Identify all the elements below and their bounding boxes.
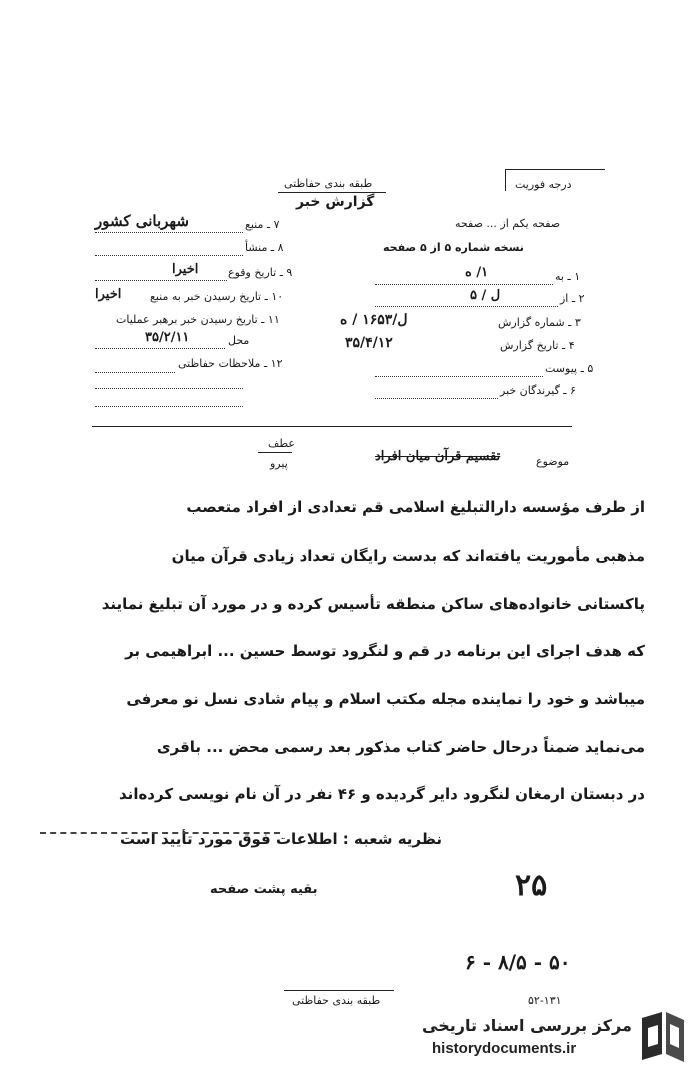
field-2-label: ۲ ـ از: [560, 292, 585, 305]
watermark-url: historydocuments.ir: [432, 1040, 577, 1057]
atf-label: عطف: [268, 437, 295, 450]
header-rule: [278, 192, 386, 193]
body-line-2: مذهبی مأموریت یافته‌اند که بدست رایگان تعداد زیادی قرآن میان: [171, 547, 645, 565]
page-label: صفحه یکم از ... صفحه: [455, 217, 561, 230]
field-11-label: ۱۱ ـ تاریخ رسیدن خبر برهبر عملیات: [116, 313, 280, 326]
handwritten-number: ۵۰ - ۸/۵ - ۶: [465, 950, 571, 974]
report-title: گزارش خبر: [296, 194, 375, 210]
field-3-value: ل/۱۶۵۳ / ه: [340, 312, 408, 328]
field-11-date-value: ۳۵/۲/۱۱: [145, 330, 190, 345]
field-2-value: ل / ۵: [470, 288, 501, 303]
field-5-label: ۵ ـ پیوست: [545, 362, 594, 375]
body-line-1: از طرف مؤسسه دارالتبلیغ اسلامی قم تعدادی از افراد متعصب: [186, 498, 645, 516]
classification-bottom: طبقه بندی حفاظتی: [292, 994, 381, 1007]
section-divider: [92, 426, 572, 427]
handwritten-initials: ۲۵: [515, 868, 548, 903]
field-4-label: ۴ ـ تاریخ گزارش: [500, 339, 575, 352]
body-dashed-rule: [40, 832, 280, 834]
peyro-label: پیرو: [270, 457, 288, 470]
field-6-label: ۶ ـ گیرندگان خبر: [500, 384, 576, 397]
body-line-4: که هدف اجرای این برنامه در قم و لنگرود توسط حسین ... ابراهیمی بر: [125, 642, 645, 660]
classification-top: طبقه بندی حفاظتی: [284, 177, 373, 190]
urgency-box: [505, 169, 605, 170]
field-3-label: ۳ ـ شماره گزارش: [498, 316, 581, 329]
continued-note: بقیه پشت صفحه: [210, 882, 318, 897]
field-1-label: ۱ ـ به: [555, 270, 581, 283]
field-7-label: ۷ ـ منبع: [245, 218, 280, 231]
field-4-value: ۳۵/۴/۱۲: [345, 335, 393, 351]
body-line-6: می‌نماید ضمناً درحال حاضر کتاب مذکور بعد رسمی محض ... باقری: [156, 738, 645, 756]
field-1-value: ۱/ ه: [465, 265, 489, 280]
field-10-value: اخیرا: [95, 287, 122, 302]
subject-label: موضوع: [536, 455, 570, 468]
header-handwriting: شهربانی کشور: [95, 212, 189, 230]
field-location-label: محل: [228, 334, 250, 347]
copy-label: نسخه شماره ۵ از ۵ صفحه: [383, 241, 524, 254]
watermark-title: مرکز بررسی اسناد تاریخی: [422, 1016, 632, 1035]
field-8-label: ۸ ـ منشأ: [245, 241, 284, 254]
field-10-label: ۱۰ ـ تاریخ رسیدن خبر به منبع: [150, 290, 284, 303]
body-line-5: میباشد و خود را نماینده مجله مکتب اسلام و پیام شادی نسل نو معرفی: [126, 690, 645, 708]
field-9-value: اخیرا: [172, 262, 199, 277]
subject-value: تقسیم قرآن میان افراد: [375, 449, 501, 464]
body-line-8: نظریه شعبه : اطلاعات فوق مورد تأیید است: [119, 830, 442, 848]
body-line-3: پاکستانی خانواده‌های ساکن منطقه تأسیس کرده و در مورد آن تبلیغ نمایند: [101, 595, 645, 613]
body-line-7: در دبستان ارمغان لنگرود دایر گردیده و ۴۶ نفر در آن نام نویسی کرده‌اند: [119, 785, 645, 803]
field-12-label: ۱۲ ـ ملاحظات حفاظتی: [178, 357, 283, 370]
form-code: ۵۲-۱۳۱: [528, 994, 562, 1007]
urgency-label: درجه فوریت: [515, 178, 572, 191]
archive-logo-icon: [636, 1010, 688, 1064]
field-9-label: ۹ ـ تاریخ وقوع: [228, 266, 293, 279]
